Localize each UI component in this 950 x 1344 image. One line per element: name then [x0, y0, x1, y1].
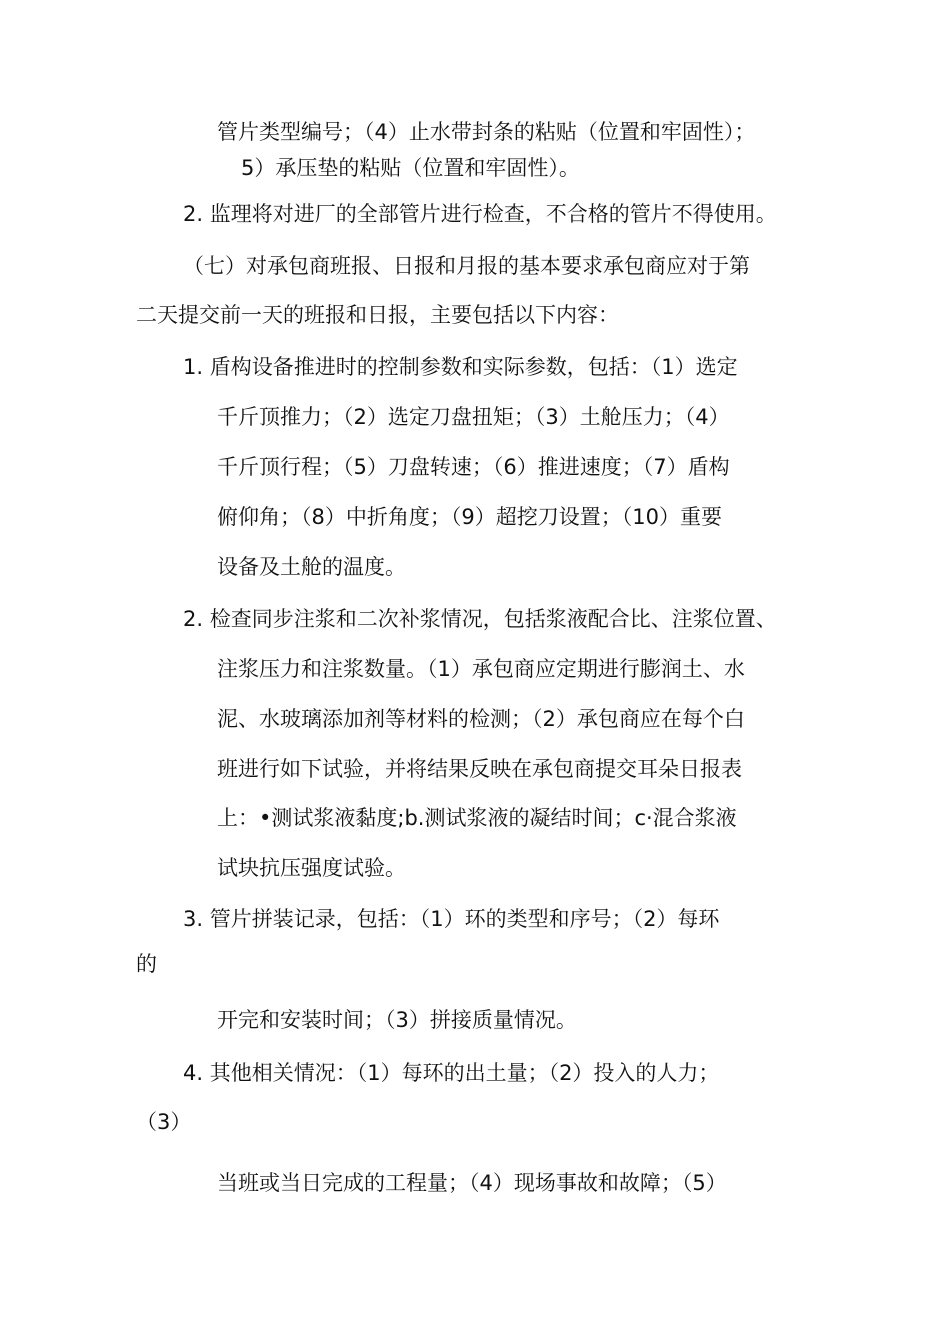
text-line: 千斤顶行程；（5）刀盘转速；（6）推进速度；（7）盾构	[217, 455, 730, 479]
text-line: 1. 盾构设备推进时的控制参数和实际参数，包括：（1）选定	[183, 355, 738, 379]
text-line: 4. 其他相关情况：（1）每环的出土量；（2）投入的人力；	[183, 1061, 720, 1085]
text-line: 当班或当日完成的工程量；（4）现场事故和故障；（5）	[217, 1171, 727, 1195]
text-line: 的	[136, 952, 157, 976]
text-line: 开完和安装时间；（3）拼接质量情况。	[217, 1008, 577, 1032]
text-line: 管片类型编号；（4）止水带封条的粘贴（位置和牢固性）；	[217, 120, 756, 144]
text-line: （3）	[136, 1110, 192, 1134]
text-line: 二天提交前一天的班报和日报，主要包括以下内容：	[136, 303, 619, 327]
text-line: （七）对承包商班报、日报和月报的基本要求承包商应对于第	[183, 254, 750, 278]
text-line: 俯仰角；（8）中折角度；（9）超挖刀设置；（10）重要	[217, 505, 722, 529]
text-line: 3. 管片拼装记录，包括：（1）环的类型和序号；（2）每环	[183, 907, 720, 931]
text-line: 泥、水玻璃添加剂等材料的检测；（2）承包商应在每个白	[217, 707, 745, 731]
text-line: 试块抗压强度试验。	[217, 856, 406, 880]
text-line: 5）承压垫的粘贴（位置和牢固性）。	[241, 156, 580, 180]
text-line: 千斤顶推力；（2）选定刀盘扭矩；（3）土舱压力；（4）	[217, 405, 730, 429]
text-line: 班进行如下试验，并将结果反映在承包商提交耳朵日报表	[217, 757, 742, 781]
text-line: 2. 检查同步注浆和二次补浆情况，包括浆液配合比、注浆位置、	[183, 607, 777, 631]
text-line: 上：•测试浆液黏度;b.测试浆液的凝结时间；c·混合浆液	[217, 806, 737, 830]
text-line: 注浆压力和注浆数量。（1）承包商应定期进行膨润土、水	[217, 657, 745, 681]
text-line: 2. 监理将对进厂的全部管片进行检查，不合格的管片不得使用。	[183, 202, 777, 226]
text-line: 设备及土舱的温度。	[217, 555, 406, 579]
